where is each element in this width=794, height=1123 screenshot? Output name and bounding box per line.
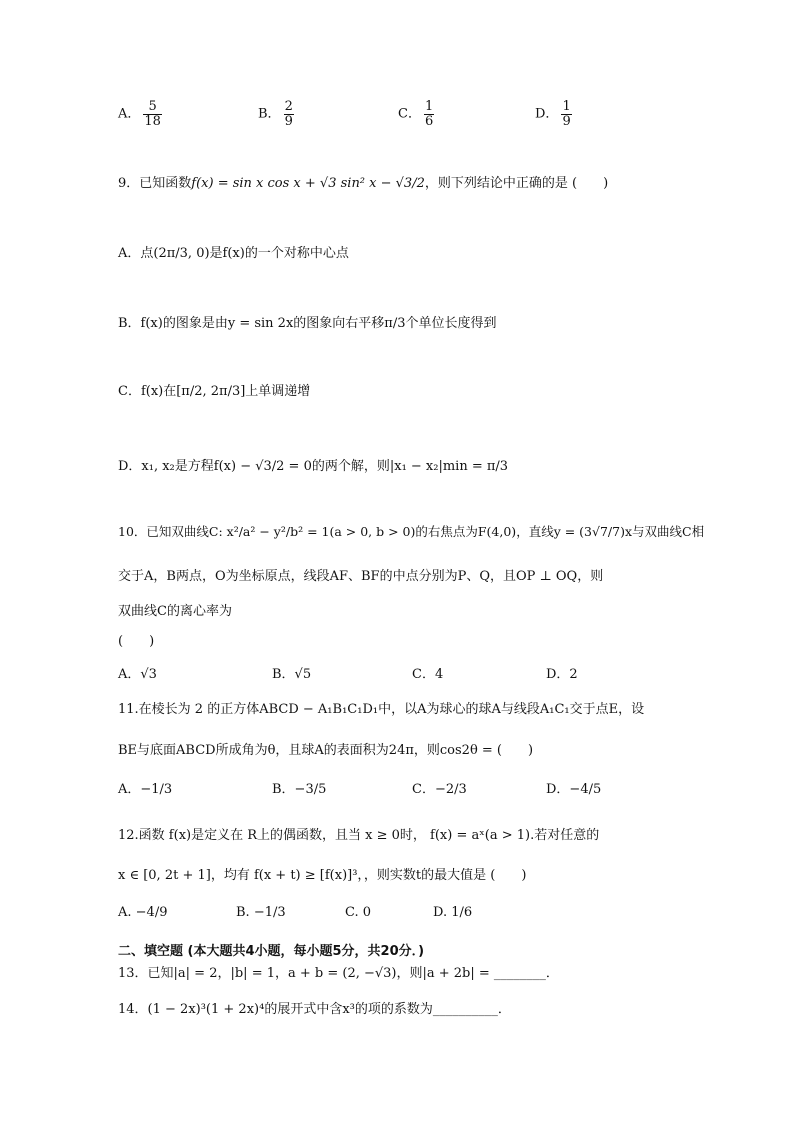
question-9-option-d: D．x₁, x₂是方程f(x) − √3/2 = 0的两个解，则|x₁ − x₂|min = π/3 xyxy=(118,459,509,474)
question-10-answer-paren: ( ) xyxy=(118,634,155,649)
question-11-option-c: C．−2/3 xyxy=(412,782,467,797)
q8-option-b: B． $\frac{2}{9}$ xyxy=(258,99,293,129)
question-12-option-b: B. −1/3 xyxy=(236,905,286,920)
question-12-line-1: 12.函数 f(x)是定义在 R上的偶函数，且当 x ≥ 0时， f(x) = aˣ(a > 1).若对任意的 xyxy=(118,828,600,843)
question-10-line-2: 交于A，B两点，O为坐标原点，线段AF、BF的中点分别为P、Q，且OP ⊥ OQ，则 xyxy=(118,569,604,584)
question-10-option-d: D．2 xyxy=(546,667,578,682)
question-11-line-1: 11.在棱长为 2 的正方体ABCD − A₁B₁C₁D₁中，以A为球心的球A与线段A₁C₁交于点E，设 xyxy=(118,702,645,717)
question-10-option-c: C．4 xyxy=(412,667,444,682)
q8-option-d: D． $\frac{1}{9}$ xyxy=(535,99,571,129)
question-9-option-b: B．f(x)的图象是由y = sin 2x的图象向右平移π/3个单位长度得到 xyxy=(118,316,497,331)
question-14: 14．(1 − 2x)³(1 + 2x)⁴的展开式中含x³的项的系数为__________． xyxy=(118,1002,511,1017)
question-11-option-d: D．−4/5 xyxy=(546,782,602,797)
question-9-option-a: A．点(2π/3, 0)是f(x)的一个对称中心点 xyxy=(118,246,349,261)
question-9-option-c: C．f(x)在[π/2, 2π/3]上单调递增 xyxy=(118,384,311,399)
question-12-option-c: C. 0 xyxy=(345,905,372,920)
question-9-stem: 9．已知函数f(x) = sin x cos x + √3 sin² x − √3/2，则下列结论中正确的是 ( ) xyxy=(118,176,609,191)
question-11-line-2: BE与底面ABCD所成角为θ，且球A的表面积为24π，则cos2θ = ( ) xyxy=(118,743,534,758)
section-2-heading: 二、填空题 (本大题共4小题，每小题5分，共20分．) xyxy=(118,944,425,959)
question-12-option-a: A. −4/9 xyxy=(118,905,168,920)
question-12-line-2: x ∈ [0, 2t + 1]，均有 f(x + t) ≥ [f(x)]³，，则实数t的最大值是 ( ) xyxy=(118,868,527,883)
question-10-line-1: 10．已知双曲线C: x²/a² − y²/b² = 1(a > 0, b > 0)的右焦点为F(4,0)，直线y = (3√7/7)x与双曲线C相 xyxy=(118,524,705,539)
question-10-line-3: 双曲线C的离心率为 xyxy=(118,604,232,619)
question-11-option-b: B．−3/5 xyxy=(272,782,327,797)
question-10-option-a: A．√3 xyxy=(118,667,157,682)
question-13: 13．已知|a| = 2，|b| = 1，a + b = (2, −√3)，则|a + 2b| = ________． xyxy=(118,966,559,981)
question-11-option-a: A．−1/3 xyxy=(118,782,173,797)
question-12-option-d: D. 1/6 xyxy=(433,905,473,920)
q8-option-a: A． $\frac{5}{18}$ xyxy=(118,99,161,129)
question-10-option-b: B．√5 xyxy=(272,667,312,682)
q8-option-c: C． $\frac{1}{6}$ xyxy=(398,99,434,129)
